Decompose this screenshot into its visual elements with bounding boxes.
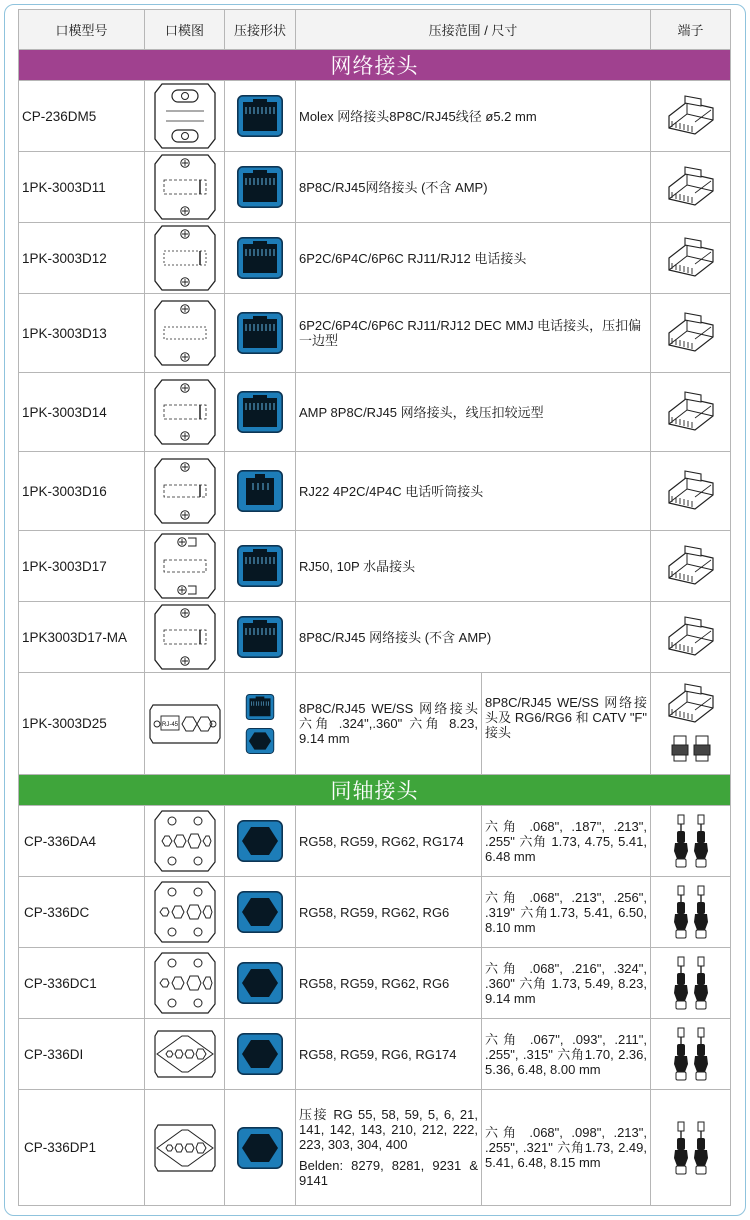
shape-cell — [225, 806, 296, 877]
bnc-connector-icon — [663, 812, 719, 870]
shape-cell — [225, 531, 296, 602]
shape-cell — [225, 673, 296, 775]
combo-die-icon — [147, 702, 223, 746]
die-icon — [152, 152, 218, 222]
terminal-cell — [651, 806, 731, 877]
die-cell — [145, 877, 225, 948]
die-icon — [152, 223, 218, 293]
terminal-cell — [651, 948, 731, 1019]
die-cell — [145, 1090, 225, 1206]
die-cell — [145, 1019, 225, 1090]
table-row — [19, 373, 731, 452]
terminal-cell — [651, 1019, 731, 1090]
terminal-cell — [651, 223, 731, 294]
model-number: 1PK-3003D14 — [19, 373, 145, 452]
range-desc-right: 8P8C/RJ45 WE/SS 网络接头及 RG6/RG6 和 CATV "F" 接头 — [482, 673, 651, 775]
range-desc: 8P8C/RJ45网络接头 (不含 AMP) — [296, 152, 651, 223]
rj-plug-icon — [663, 615, 719, 659]
section-network — [19, 50, 731, 81]
range-desc: Molex 网络接头8P8C/RJ45线径 ø5.2 mm — [296, 81, 651, 152]
model-number: CP-336DC — [19, 877, 145, 948]
die-cell — [145, 373, 225, 452]
die-cell — [145, 294, 225, 373]
terminal-cell — [651, 81, 731, 152]
coax-die-icon — [152, 1028, 218, 1080]
shape-cell — [225, 81, 296, 152]
bnc-connector-icon — [663, 1025, 719, 1083]
hex-sizes: 六角 .068", .213", .256", .319" 六角1.73, 5.41, 6.50, 8.10 mm — [482, 877, 651, 948]
bnc-connector-icon — [663, 1119, 719, 1177]
model-number: 1PK3003D17-MA — [19, 602, 145, 673]
die-label: RJ-45 — [161, 721, 178, 728]
header-row — [19, 10, 731, 50]
range-desc: AMP 8P8C/RJ45 网络接头，线压扣较远型 — [296, 373, 651, 452]
die-cell — [145, 602, 225, 673]
die-icon — [152, 456, 218, 526]
table-row — [19, 1019, 731, 1090]
bnc-connector-icon — [663, 883, 719, 941]
range-desc: 8P8C/RJ45 WE/SS 网络接头六角 .324",.360" 六角 8.23, 9.14 mm — [296, 673, 482, 775]
range-desc: 6P2C/6P4C/6P6C RJ11/RJ12 DEC MMJ 电话接头，压扣偏一边型 — [296, 294, 651, 373]
rj-plug-and-f-connector-icon — [663, 682, 719, 766]
hex-sizes: 六角 .068", .216", .324", .360" 六角 1.73, 5.49, 8.23, 9.14 mm — [482, 948, 651, 1019]
rj-crimp-shape-icon — [245, 694, 275, 720]
shape-cell — [225, 1090, 296, 1206]
die-icon — [152, 602, 218, 672]
rj-crimp-shape-icon — [237, 391, 283, 433]
rj22-crimp-shape-icon — [237, 470, 283, 512]
cable-types-belden: Belden: 8279, 8281, 9231 & 9141 — [299, 1158, 478, 1188]
die-icon — [152, 377, 218, 447]
cable-types-rg: 压接 RG 55, 58, 59, 5, 6, 21, 141, 142, 143, 210, 212, 222, 223, 303, 304, 400 — [299, 1107, 478, 1152]
terminal-cell — [651, 877, 731, 948]
rj-crimp-shape-icon — [237, 545, 283, 587]
terminal-cell — [651, 373, 731, 452]
range-desc: RJ22 4P2C/4P4C 电话听筒接头 — [296, 452, 651, 531]
die-icon — [152, 298, 218, 368]
model-number: 1PK-3003D25 — [19, 673, 145, 775]
rj-plug-icon — [663, 165, 719, 209]
model-number: CP-336DP1 — [19, 1090, 145, 1206]
rj-crimp-shape-icon — [237, 237, 283, 279]
table-row — [19, 294, 731, 373]
terminal-cell — [651, 531, 731, 602]
die-cell — [145, 223, 225, 294]
table-row — [19, 223, 731, 294]
rj-plug-icon — [663, 94, 719, 138]
header-shape: 压接形状 — [225, 10, 296, 50]
shape-cell — [225, 948, 296, 1019]
model-number: 1PK-3003D12 — [19, 223, 145, 294]
hex-sizes: 六角 .068", .098", .213", .255", .321" 六角1.73, 2.49, 5.41, 6.48, 8.15 mm — [482, 1090, 651, 1206]
coax-die-icon — [152, 808, 218, 874]
die-cell — [145, 806, 225, 877]
hex-crimp-shape-icon — [245, 728, 275, 754]
terminal-cell — [651, 1090, 731, 1206]
model-number: CP-336DA4 — [19, 806, 145, 877]
cable-types: RG58, RG59, RG62, RG6 — [296, 948, 482, 1019]
table-row — [19, 81, 731, 152]
model-number: CP-336DC1 — [19, 948, 145, 1019]
hex-crimp-shape-icon — [237, 820, 283, 862]
coax-die-icon — [152, 1122, 218, 1174]
die-cell — [145, 531, 225, 602]
table-row — [19, 602, 731, 673]
table-row — [19, 452, 731, 531]
terminal-cell — [651, 152, 731, 223]
terminal-cell — [651, 673, 731, 775]
table-row — [19, 948, 731, 1019]
cable-types: RG58, RG59, RG6, RG174 — [296, 1019, 482, 1090]
die-icon — [152, 81, 218, 151]
header-die: 口模图 — [145, 10, 225, 50]
die-cell — [145, 152, 225, 223]
shape-cell — [225, 152, 296, 223]
rj-plug-icon — [663, 311, 719, 355]
range-desc: 8P8C/RJ45 网络接头 (不含 AMP) — [296, 602, 651, 673]
header-model: 口模型号 — [19, 10, 145, 50]
model-number: 1PK-3003D13 — [19, 294, 145, 373]
header-terminal: 端子 — [651, 10, 731, 50]
shape-cell — [225, 373, 296, 452]
shape-cell — [225, 452, 296, 531]
die-icon — [152, 531, 218, 601]
rj-plug-icon — [663, 390, 719, 434]
rj-plug-icon — [663, 236, 719, 280]
shape-cell — [225, 294, 296, 373]
die-cell — [145, 81, 225, 152]
table-row — [19, 877, 731, 948]
coax-die-icon — [152, 879, 218, 945]
rj-crimp-shape-icon — [237, 95, 283, 137]
header-range: 压接范围 / 尺寸 — [296, 10, 651, 50]
cable-types: RG58, RG59, RG62, RG6 — [296, 877, 482, 948]
hex-crimp-shape-icon — [237, 1127, 283, 1169]
range-desc: RJ50, 10P 水晶接头 — [296, 531, 651, 602]
table-row — [19, 1090, 731, 1206]
range-desc: 6P2C/6P4C/6P6C RJ11/RJ12 电话接头 — [296, 223, 651, 294]
table-row — [19, 152, 731, 223]
model-number: CP-236DM5 — [19, 81, 145, 152]
section-coax — [19, 775, 731, 806]
hex-crimp-shape-icon — [237, 1033, 283, 1075]
die-cell — [145, 452, 225, 531]
rj-plug-icon — [663, 469, 719, 513]
hex-crimp-shape-icon — [237, 891, 283, 933]
bnc-connector-icon — [663, 954, 719, 1012]
section-network-title: 网络接头 — [19, 50, 731, 81]
terminal-cell — [651, 602, 731, 673]
cable-types: RG58, RG59, RG62, RG174 — [296, 806, 482, 877]
model-number: 1PK-3003D11 — [19, 152, 145, 223]
rj-plug-icon — [663, 544, 719, 588]
hex-sizes: 六角 .068", .187", .213", .255" 六角 1.73, 4.75, 5.41, 6.48 mm — [482, 806, 651, 877]
rj-crimp-shape-icon — [237, 166, 283, 208]
table-row — [19, 673, 731, 775]
model-number: 1PK-3003D17 — [19, 531, 145, 602]
model-number: CP-336DI — [19, 1019, 145, 1090]
shape-cell — [225, 877, 296, 948]
hex-sizes: 六角 .067", .093", .211", .255", .315" 六角1.70, 2.36, 5.36, 6.48, 8.00 mm — [482, 1019, 651, 1090]
rj-crimp-shape-icon — [237, 616, 283, 658]
die-cell — [145, 673, 225, 775]
shape-cell — [225, 223, 296, 294]
terminal-cell — [651, 294, 731, 373]
coax-die-icon — [152, 950, 218, 1016]
section-coax-title: 同轴接头 — [19, 775, 731, 806]
table-row — [19, 806, 731, 877]
hex-crimp-shape-icon — [237, 962, 283, 1004]
crimp-die-table — [18, 9, 731, 1206]
table-row — [19, 531, 731, 602]
model-number: 1PK-3003D16 — [19, 452, 145, 531]
cable-types — [296, 1090, 482, 1206]
rj-crimp-shape-icon — [237, 312, 283, 354]
shape-cell — [225, 1019, 296, 1090]
shape-cell — [225, 602, 296, 673]
die-cell — [145, 948, 225, 1019]
terminal-cell — [651, 452, 731, 531]
